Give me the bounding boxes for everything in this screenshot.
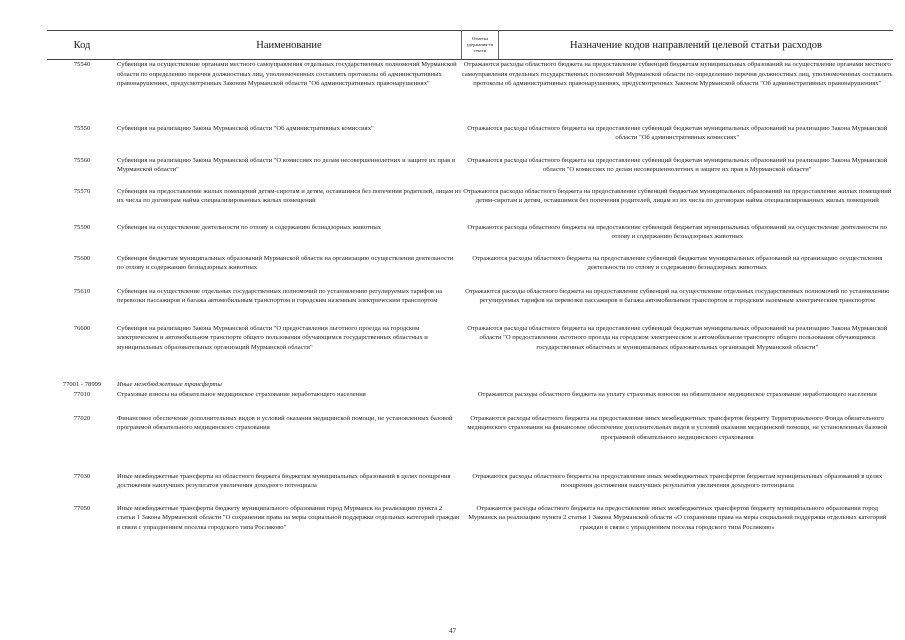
table-row <box>47 156 893 187</box>
cell-code: 77010 <box>73 390 91 398</box>
table-row <box>47 472 893 504</box>
cell-purpose: Отражаются расходы областного бюджета на предоставление субвенций бюджетам муниципальных образований на реализацию Закона Мурманской области "Об административных комиссиях" <box>467 124 888 142</box>
cell-name: Субвенция на реализацию Закона Мурманской области "Об административных комиссиях" <box>117 124 374 132</box>
cell-code: 75550 <box>73 124 91 132</box>
table-row <box>47 324 893 380</box>
cell-code: 75540 <box>73 61 91 68</box>
cell-code: 75610 <box>73 287 91 295</box>
table-body <box>47 60 893 550</box>
cell-code: 77050 <box>73 504 91 512</box>
table-row <box>47 414 893 472</box>
cell-name: Иные межбюджетные трансферты <box>117 380 222 388</box>
cell-name: Субвенция на осуществление деятельности по отлову и содержанию безнадзорных животных <box>117 223 382 231</box>
cell-purpose: Отражаются расходы областного бюджета на предоставление субвенций бюджетам муниципальных образований на предоставление жилых помещений детям-сиротам и детям, оставшимся без попечения родителей, лицам из их числа по договорам найма специализированных жилых помещений <box>463 187 892 205</box>
cell-name: Субвенция на предоставление жилых помещений детям-сиротам и детям, оставшимся без попечения родителей, лицам из их числа по договорам найма специализированных жилых помещений <box>117 187 461 205</box>
column-header-name: Наименование <box>117 31 462 60</box>
cell-purpose: Отражаются расходы областного бюджета на предоставление субвенций бюджетам муниципальных образований на осуществление органами местного самоуправления отдельных государственных полномочий Мурманской области по определению перечня должностных лиц, уполномоченных составлять протоколы об административных правонарушениях, предусмотренных Законом Мурманской области "Об административных правонарушениях" <box>461 61 893 88</box>
cell-code: 75600 <box>73 254 91 262</box>
cell-purpose: Отражаются расходы областного бюджета на предоставление субвенций бюджетам муниципальных образований на организацию осуществления деятельности по отлову и содержанию безнадзорных животных <box>472 254 883 272</box>
column-header-code: Код <box>47 31 117 60</box>
cell-name: Иные межбюджетные трансферты из областного бюджета бюджетам муниципальных образований в целях поощрения достижения наилучших результатов увеличения доходного потенциала <box>117 472 451 490</box>
table-row <box>47 187 893 223</box>
cell-purpose: Отражаются расходы областного бюджета на предоставление субвенций бюджетам муниципальных образований на реализацию Закона Мурманской области "О комиссиях по делам несовершеннолетних и защите их прав в Мурманской области" <box>467 156 888 174</box>
table-row <box>47 504 893 550</box>
cell-name: Субвенция на осуществление органами местного самоуправления отдельных государственных полномочий Мурманской области по определению перечня должностных лиц, уполномоченных составлять протоколы об административных правонарушениях, предусмотренных Законом Мурманской области "Об административных правонарушениях" <box>117 61 457 88</box>
cell-code: 77001 - 78999 <box>62 380 102 388</box>
cell-name: Субвенция бюджетам муниципальных образований Мурманской области на организацию осуществления деятельности по отлову и содержанию безнадзорных животных <box>117 254 454 272</box>
table-row <box>47 124 893 156</box>
cell-code: 77030 <box>73 472 91 480</box>
cell-name: Субвенция на реализацию Закона Мурманской области "О комиссиях по делам несовершеннолетних и защите их прав в Мурманской области" <box>117 156 456 174</box>
table-row <box>47 223 893 254</box>
cell-purpose: Отражаются расходы областного бюджета на предоставление субвенций бюджетам муниципальных образований на реализацию Закона Мурманской области "О предоставлении льготного проезда на городском электрическом и автомобильном транспорте общего пользования обучающимся государственных областных и муниципальных образовательных организаций Мурманской области" <box>467 324 888 351</box>
table-row <box>47 390 893 414</box>
table-group-row <box>47 380 893 390</box>
expense-codes-table <box>47 30 893 550</box>
cell-name: Субвенция на осуществление отдельных государственных полномочий по установлению регулируемых тарифов на перевозки пассажиров и багажа автомобильным транспортом и городским наземным электрическим транспортом <box>117 287 443 305</box>
cell-purpose: Отражаются расходы областного бюджета на предоставление иных межбюджетных трансфертов бюджету Территориального Фонда обязательного медицинского страхования на финансовое обеспечение дополнительных видов и условий оказания медицинской помощи, не установленных базовой программой обязательного медицинского страхования <box>467 414 888 441</box>
cell-name: Страховые взносы на обязательное медицинское страхование неработающего населения <box>117 390 366 398</box>
table-header-row <box>47 31 893 60</box>
cell-purpose: Отражаются расходы областного бюджета на предоставление субвенций на осуществление отдельных государственных полномочий по установлению регулируемых тарифов на перевозки пассажиров и багажа автомобильным транспортом и городским наземным электрическим транспортом <box>465 287 890 305</box>
cell-code: 76600 <box>73 324 91 332</box>
cell-name: Финансовое обеспечение дополнительных видов и условий оказания медицинской помощи, не установленных базовой программой обязательного медицинского страхования <box>117 414 453 432</box>
cell-purpose: Отражаются расходы областного бюджета на предоставление иных межбюджетных трансфертов бюджетам муниципальных образований в целях поощрения достижения наилучших результатов увеличения доходного потенциала <box>472 472 883 490</box>
cell-code: 77020 <box>73 414 91 422</box>
column-header-mark: Отметка удержания-тн тексти <box>462 31 499 60</box>
column-header-purpose: Назначение кодов направлений целевой статьи расходов <box>499 31 894 60</box>
table-row <box>47 287 893 324</box>
cell-purpose: Отражаются расходы областного бюджета на предоставление иных межбюджетных трансфертов бюджету муниципального образования город Мурманск на реализацию пункта 2 статьи 1 Закона Мурманской области «О сохранении права на меры социальной поддержки отдельных категорий граждан в связи с упразднением поселка городского типа Росляково» <box>468 504 887 531</box>
cell-code: 75590 <box>73 223 91 231</box>
page-number: 47 <box>449 627 456 635</box>
cell-purpose <box>462 380 894 390</box>
table-row <box>47 60 893 124</box>
cell-code: 75560 <box>73 156 91 164</box>
cell-name: Субвенция на реализацию Закона Мурманской области "О предоставлении льготного проезда на городском электрическом и автомобильном транспорте общего пользования обучающимся государственных областных и муниципальных образовательных организаций Мурманской области" <box>117 324 428 351</box>
cell-purpose: Отражаются расходы областного бюджета на уплату страховых взносов на обязательное медицинское страхование неработающего населения <box>477 390 877 398</box>
cell-purpose: Отражаются расходы областного бюджета на предоставление субвенций бюджетам муниципальных образований на осуществление деятельности по отлову и содержанию безнадзорных животных <box>467 223 887 241</box>
cell-code: 75570 <box>73 187 91 195</box>
cell-name: Иные межбюджетные трансферты бюджету муниципального образования город Мурманск на реализацию пункта 2 статьи 1 Закона Мурманской области "О сохранении права на меры социальной поддержки отдельных категорий граждан в связи с упразднением поселка городского типа Росляково" <box>117 504 460 531</box>
table-row <box>47 254 893 287</box>
